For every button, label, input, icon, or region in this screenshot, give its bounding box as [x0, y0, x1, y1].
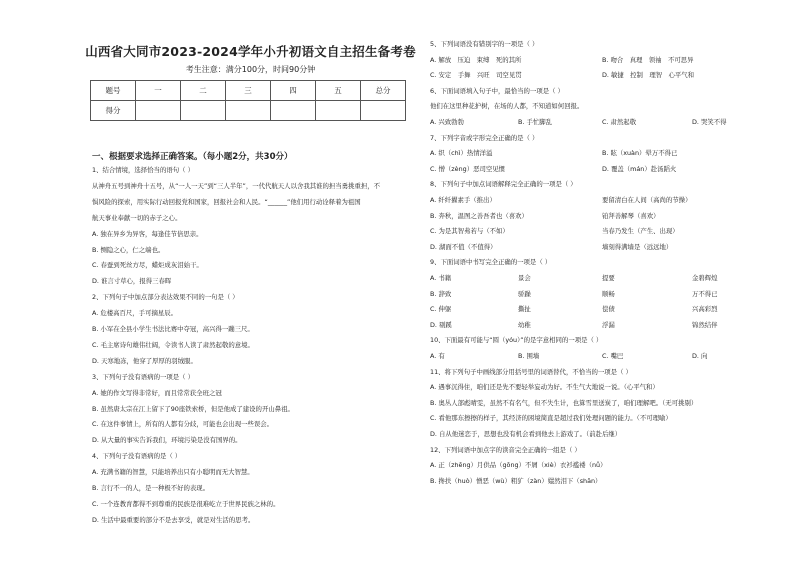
option-text: 顺畅 [602, 289, 615, 298]
exam-note: 考生注意：满分100分，时间90分钟 [185, 65, 316, 74]
score-cell: 总分 [361, 81, 406, 101]
option-text: 幼稚 [518, 320, 531, 329]
question-line: A. 遇事沉得住，咱们还是先不要轻举妄动为好。不生气大地说一说。（心平气和） [430, 383, 659, 392]
option-text: A. 书籍 [430, 274, 452, 282]
option-text: A. 兴致勃勃 [430, 118, 464, 126]
question-line: C. 看他那东擦擦的样子，其经济的困境简直是超过我们处理问题的能力。（不可理喻） [430, 414, 672, 423]
option-text: D. 覆盖（mán）赴汤蹈火 [602, 164, 677, 173]
question-line: D. 生活中最重要的部分不是去享受，就是对生活的思考。 [92, 515, 255, 524]
question-line: 从神舟五号到神舟十五号，从“一人一天”到“三人半年”，一代代航天人以舍我其谁的担当勇挑重担，不 [92, 181, 381, 190]
question-line: B. 虽然唐太宗在江上留下了90座铁索桥，但是他成了建设的开山鼻祖。 [92, 404, 294, 413]
score-cell: 四 [271, 81, 316, 101]
question-line: D. 从大量的事实告诉我们，环境污染是没有国界的。 [92, 436, 242, 445]
option-text: 锦然结伴 [692, 320, 718, 329]
option-text: 提要 [602, 274, 615, 282]
score-cell: 二 [181, 81, 226, 101]
option-text: B. 手忙脚乱 [518, 118, 553, 126]
question-line: 惧风险的探索，用实际行动回报党和国家，回报社会和人民。“______”他们用行动诠释着为祖国 [92, 197, 361, 206]
score-cell: 题号 [91, 81, 136, 101]
option-text: C. 安定 手舞 兴旺 司空见贯 [430, 71, 522, 80]
question-stem: 3、下列句子没有语病的一项是（ ） [92, 372, 194, 381]
score-cell: 得分 [91, 101, 136, 121]
question-stem: 11、将下列句子中画线部分用括号里的词语替代，不恰当的一项是（ ） [430, 367, 632, 376]
option-text: D. 向 [692, 352, 708, 360]
score-cell: 五 [316, 81, 361, 101]
option-text: C. 伸躯 [430, 305, 452, 314]
option-text: 撕扯 [518, 305, 531, 314]
option-text: 当春乃发生（产生、出现） [602, 227, 679, 236]
question-line: A. 正（zhēng）月供品（gōng）不屑（xiè）衣衫褴褛（nǚ） [430, 461, 607, 470]
option-text: 铂拜善解琴（喜欢） [602, 211, 660, 220]
question-line: A. 她的作文写得非常好，而且常常获全班之冠 [92, 388, 222, 397]
score-cell: 三 [226, 81, 271, 101]
question-line: B. 恻隐之心，仁之端也。 [92, 245, 165, 254]
score-input-cell[interactable] [226, 101, 271, 121]
option-text: 万不得已 [692, 289, 718, 298]
question-line: D. 谁言寸草心，报得三春晖 [92, 277, 172, 286]
option-text: 浮漏 [602, 320, 615, 329]
section-heading: 一、根据要求选择正确答案。（每小题2分，共30分） [92, 152, 293, 162]
option-text: 景会 [518, 274, 531, 282]
question-stem: 2、下列句子中加点部分表达效果不同的一句是（ ） [92, 293, 239, 302]
question-line: C. 在这件事情上，所有的人都有分歧，可能也会出现一些误会。 [92, 420, 274, 429]
question-line: A. 危楼高百尺，手可摘星辰。 [92, 309, 178, 318]
question-line: B. 言行不一的人，是一种极不好的表现。 [92, 484, 210, 492]
question-stem: 5、下列词语没有错别字的一项是（ ） [430, 40, 539, 48]
option-text: 要留清白在人间（高尚的节操） [602, 196, 692, 204]
question-stem: 12、下列词语中加点字的读音完全正确的一组是（ ） [430, 445, 581, 454]
option-text: B. 围墙 [518, 352, 540, 360]
question-line: B. 奥丛人部彪晴雯，虽然不有名气，但不失生计，也算雪里送炭了，咱们理解吧。（无可挑剔） [430, 398, 698, 407]
score-table-score-row [91, 101, 406, 121]
option-text: A. 有 [430, 352, 445, 360]
option-text: 偿债 [602, 305, 615, 314]
option-text: D. 湖面不值（不值得） [430, 242, 497, 251]
option-text: C. 为是其智弗若与（不如） [430, 227, 509, 236]
option-text: 骄躁 [518, 289, 531, 298]
option-text: A. 织（chì）热情洋溢 [430, 149, 493, 158]
option-text: 兴高彩烈 [692, 305, 718, 314]
question-line: C. 一个连教育都得不到尊重的民族是很难屹立于世界民族之林的。 [92, 499, 280, 508]
option-text: D. 敏捷 控制 理智 心平气和 [602, 71, 695, 80]
question-stem: 6、下面词语填入句子中，最恰当的一项是（ ） [430, 86, 564, 95]
score-input-cell[interactable] [271, 101, 316, 121]
score-cell: 一 [136, 81, 181, 101]
option-text: C. 嘴巴 [602, 352, 624, 360]
score-table-header-row [91, 81, 406, 101]
option-text: 墙刻得满墙是（远远地） [602, 242, 673, 251]
option-text: D. 哭笑不得 [692, 118, 727, 126]
question-line: B. 小军在全县小学生书法比赛中夺冠，高兴得一蹦三尺。 [92, 325, 254, 333]
question-stem: 10、下面最有可能与“圆（yóu）”的是字意相同的一项是（ ） [430, 336, 603, 345]
question-line: B. 搀扶（huò）憎恶（wù）粗犷（zàn）媸然泪下（shān） [430, 476, 602, 485]
question-line: A. 充满书籍的智慧，只能培养出只有小聪明而无大智慧。 [92, 468, 254, 477]
option-text: D. 剔蹊 [430, 320, 452, 329]
score-table [90, 80, 406, 121]
question-stem: 4、下列句子没有语病的是（ ） [92, 452, 182, 461]
option-text: C. 肃然起敬 [602, 118, 637, 126]
question-line: 航天事业奉献一切的赤子之心。 [92, 213, 182, 222]
option-text: B. 吻合 真理 领袖 不可思异 [602, 55, 694, 64]
question-line: A. 独在异乡为异客，每逢佳节倍思亲。 [92, 229, 203, 238]
option-text: A. 纤纤擢素手（推出） [430, 196, 496, 204]
question-line: D. 天寒地冻，他穿了厚厚的羽绒服。 [92, 356, 197, 365]
question-stem: 8、下列句子中加点词语解释完全正确的一项是（ ） [430, 180, 577, 189]
option-text: 金碧辉煌 [692, 274, 718, 282]
score-input-cell[interactable] [181, 101, 226, 121]
question-stem: 1、结合情境，选择恰当的语句（ ） [92, 166, 194, 174]
question-line: 他们在这里种花护树，在场的人都，不知道如何回报。 [430, 102, 584, 111]
question-stem: 9、下面词语中书写完全正确的一项是（ ） [430, 258, 552, 267]
option-text: B. 辞致 [430, 289, 452, 298]
option-text: B. 奔秋，温图之善吾者也（喜欢） [430, 211, 528, 220]
question-line: C. 毛主席诗句雄伟壮阔，令读书人读了肃然起敬的意境。 [92, 340, 254, 349]
option-text: A. 解放 压迫 束缚 死的其所 [430, 55, 522, 64]
score-input-cell[interactable] [316, 101, 361, 121]
question-line: D. 自从他迷恋于，思想也没有机会看到他去上游戏了。（前赴后继） [430, 430, 622, 438]
page-title: 山西省大同市2023-2024学年小升初语文自主招生备考卷 [85, 44, 416, 59]
question-stem: 7、下列字音或字形完全正确的是（ ） [430, 133, 539, 142]
question-line: C. 春蚕到死丝方尽，蜡炬成灰泪始干。 [92, 261, 203, 270]
option-text: C. 憎（zèng）恶司空见惯 [430, 164, 506, 173]
option-text: B. 眩（xuàn）晕万不得已 [602, 149, 678, 158]
score-input-cell[interactable] [361, 101, 406, 121]
score-input-cell[interactable] [136, 101, 181, 121]
